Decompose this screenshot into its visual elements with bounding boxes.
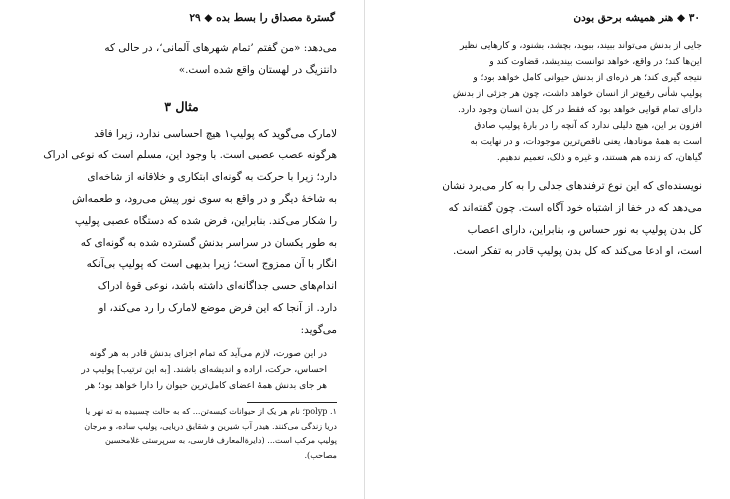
body-line: لامارک می‌گوید که پولیپ۱ هیچ احساسی ندارد، زیرا فاقد: [94, 127, 337, 140]
footnote-block: [26, 404, 337, 462]
body-line: دارد؛ زیرا با حرکت به گونه‌ای ابتکاری و خلاقانه از شاخه‌ای: [87, 171, 337, 184]
footnote-line: ۱. polyp؛ نام هر یک از حیوانات کیسه‌تن... که به حالت چسبیده به ته نهر یا: [85, 406, 337, 416]
body-line: نویسنده‌ای که این نوع ترفندهای جدلی را به کار می‌برد نشان: [442, 180, 702, 192]
quote-line: احساس، حرکت، اراده و اندیشه‌ای باشند. [به این ترتیب] پولیپ در: [81, 364, 327, 375]
section-heading: مثال ۳: [164, 98, 199, 114]
body-line: دارد. از آنجا که این فرض موضع لامارک را رد می‌کند، او: [98, 301, 337, 314]
quote-line: پولیپ شأنی رفیع‌تر از انسان خواهد داشت، چون هر جزئی از بدنش: [452, 89, 702, 99]
footnote-rule: [247, 402, 337, 403]
body-line: به شاخهٔ دیگر و در واقع به سوی نور پیش می‌رود، و طعمه‌اش: [72, 192, 337, 205]
right-page-content: [387, 38, 702, 263]
body-line: اندام‌های حسی جداگانه‌ای داشته باشد، نوعی قوهٔ ادراک: [97, 280, 337, 293]
quote-line: نتیجه گیری کند؛ هر ذره‌ای از بدنش حیوانی کامل خواهد بود؛ و: [473, 73, 702, 83]
intro-line: دانتزیگ در لهستان واقع شده است.»: [178, 63, 337, 76]
left-header-title: گسترة مصداق را بسط بده: [216, 12, 335, 24]
footnote-line: پولیپ مرکب است... (دایرة‌المعارف فارسی، به سرپرستی غلامحسین: [105, 435, 337, 445]
quote-line: هر جای بدنش همهٔ اعضای کامل‌ترین حیوان را دارا خواهد بود؛ هر: [85, 380, 327, 391]
right-page: [365, 0, 730, 499]
left-page-content: [26, 38, 337, 394]
body-line: را شکار می‌کند. بنابراین، فرض شده که دستگاه عصبی پولیپ: [74, 214, 337, 227]
body-line: کل بدن پولیپ به نور حساس و، بنابراین، دارای اعصاب: [467, 223, 702, 236]
body-line: به طور یکسان در سراسر بدنش گسترده شده به گونه‌ای که: [80, 236, 337, 249]
body-line: انگار با آن ممزوج است؛ زیرا بدیهی است که پولیپ بی‌آنکه: [86, 258, 337, 271]
footnote-line: مصاحب).: [304, 449, 337, 460]
body-line: است، او ادعا می‌کند که کل بدن پولیپ قادر به تفکر است.: [452, 245, 702, 258]
body-line: می‌گوید:: [300, 323, 337, 336]
left-page-header: گسترة مصداق را بسط بده ◆ ۲۹: [189, 12, 335, 24]
left-page-number: ۲۹: [189, 12, 201, 24]
intro-line: می‌دهد: «من گفتم ’تمام شهرهای آلمانی‘، در حالی که: [104, 42, 337, 54]
body-line: هرگونه عصب عصبی است. با وجود این، مسلم است که نوعی ادراک: [43, 149, 337, 162]
quote-line: دارای تمام قوایی خواهد بود که فقط در کل بدن انسان وجود دارد.: [457, 105, 702, 115]
quote-line: افزون بر این، هیچ دلیلی ندارد که آنچه را در بارهٔ پولیپ صادق: [474, 121, 702, 131]
footnote-line: دریا زندگی می‌کنند. هیدر آب شیرین و شقایق دریایی، پولیپ ساده، و مرجان: [84, 420, 337, 431]
body-line: می‌دهد که در خفا از اشتباه خود آگاه است. چون گفته‌اند که: [448, 201, 702, 214]
right-page-number: ۳۰: [688, 12, 700, 24]
quote-line: است به همهٔ مونادها، یعنی ناقص‌ترین موجودات، و در نهایت به: [470, 137, 702, 147]
quote-line: جایی از بدنش می‌تواند ببیند، ببوید، بچشد، بشنود، و کارهایی نظیر: [459, 41, 702, 51]
right-header-title: هنر همیشه برحق بودن: [573, 12, 674, 24]
quote-line: گیاهان، که زنده هم هستند، و غیره و ذلک، تعمیم ندهیم.: [496, 153, 702, 163]
quote-line: در این صورت، لازم می‌آید که تمام اجزای بدنش قادر به هر گونه: [89, 348, 327, 359]
right-page-header: ۳۰ ◆ هنر همیشه برحق بودن: [573, 12, 700, 24]
quote-line: این‌ها کند؛ در واقع، خواهد توانست بیندیشد، قضاوت کند و: [489, 57, 702, 67]
